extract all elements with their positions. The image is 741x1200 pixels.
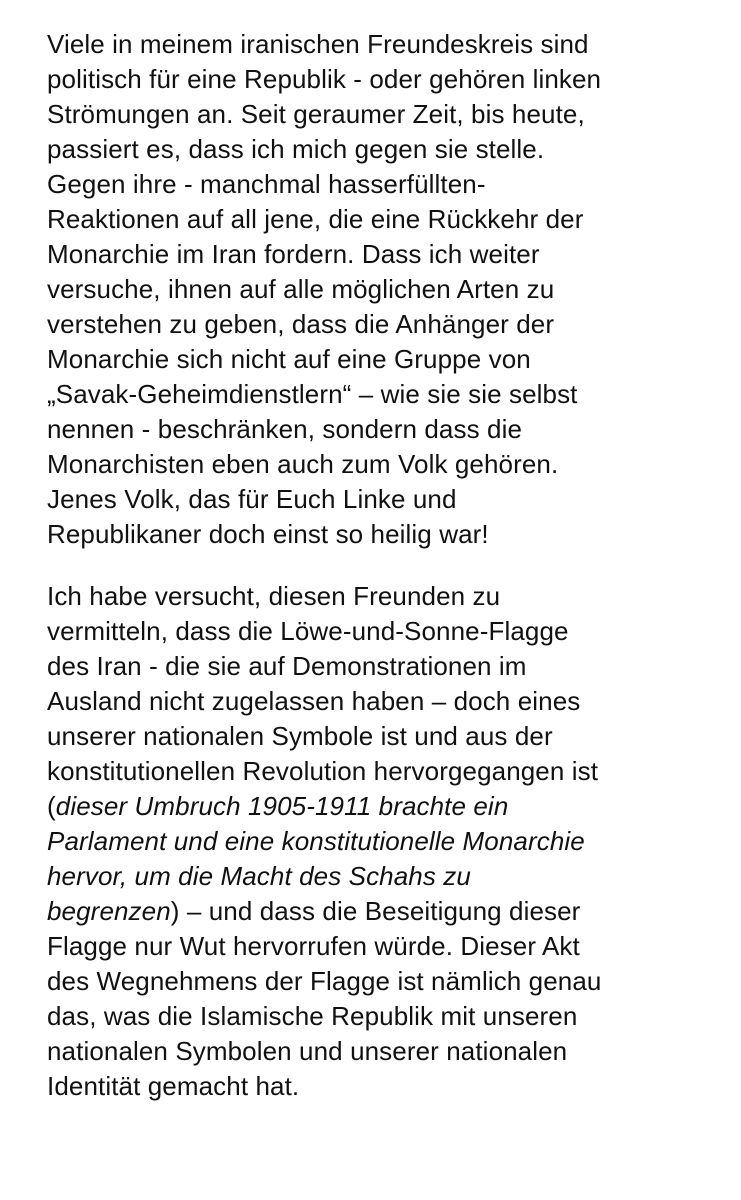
italic-aside: begrenzen	[47, 896, 171, 926]
open-parenthesis: (	[47, 791, 56, 821]
text-line: Monarchie sich nicht auf eine Gruppe von	[47, 344, 531, 374]
text-line: verstehen zu geben, dass die Anhänger der	[47, 309, 555, 339]
text-line: unserer nationalen Symbole ist und aus der	[47, 721, 553, 751]
text-line: nennen - beschränken, sondern dass die	[47, 414, 523, 444]
text-line: Ausland nicht zugelassen haben – doch eines	[47, 686, 581, 716]
text-line	[47, 894, 723, 929]
text-line: konstitutionellen Revolution hervorgegangen ist	[47, 756, 599, 786]
italic-aside: dieser Umbruch 1905-1911 brachte ein	[55, 791, 509, 821]
text-line: Ich habe versucht, diesen Freunden zu	[47, 581, 501, 611]
text-line: Gegen ihre - manchmal hasserfüllten-	[47, 169, 486, 199]
text-line	[47, 789, 723, 824]
italic-aside-line: Parlament und eine konstitutionelle Monarchie	[47, 826, 585, 856]
text-line: Republikaner doch einst so heilig war!	[47, 519, 489, 549]
paragraph-2	[47, 579, 723, 1104]
text-line: Monarchisten eben auch zum Volk gehören.	[47, 449, 559, 479]
text-line: nationalen Symbolen und unserer nationalen	[47, 1036, 568, 1066]
text-line: Strömungen an. Seit geraumer Zeit, bis heute,	[47, 99, 585, 129]
italic-aside-line: hervor, um die Macht des Schahs zu	[47, 861, 471, 891]
paragraph-1	[47, 27, 723, 552]
text-line: versuche, ihnen auf alle möglichen Arten zu	[47, 274, 555, 304]
text-line: Viele in meinem iranischen Freundeskreis sind	[47, 29, 589, 59]
text-line: vermitteln, dass die Löwe-und-Sonne-Flagge	[47, 616, 569, 646]
text-line: des Wegnehmens der Flagge ist nämlich genau	[47, 966, 602, 996]
text-line: passiert es, dass ich mich gegen sie stelle.	[47, 134, 545, 164]
text-line: Monarchie im Iran fordern. Dass ich weiter	[47, 239, 540, 269]
line-rest: ) – und dass die Beseitigung dieser	[170, 896, 581, 926]
text-line: das, was die Islamische Republik mit unseren	[47, 1001, 578, 1031]
text-line: Flagge nur Wut hervorrufen würde. Dieser Akt	[47, 931, 580, 961]
text-line: des Iran - die sie auf Demonstrationen im	[47, 651, 527, 681]
text-line: politisch für eine Republik - oder gehören linken	[47, 64, 602, 94]
text-line: „Savak-Geheimdienstlern“ – wie sie sie selbst	[47, 379, 578, 409]
text-line: Identität gemacht hat.	[47, 1071, 300, 1101]
text-line: Jenes Volk, das für Euch Linke und	[47, 484, 457, 514]
text-line: Reaktionen auf all jene, die eine Rückkehr der	[47, 204, 584, 234]
